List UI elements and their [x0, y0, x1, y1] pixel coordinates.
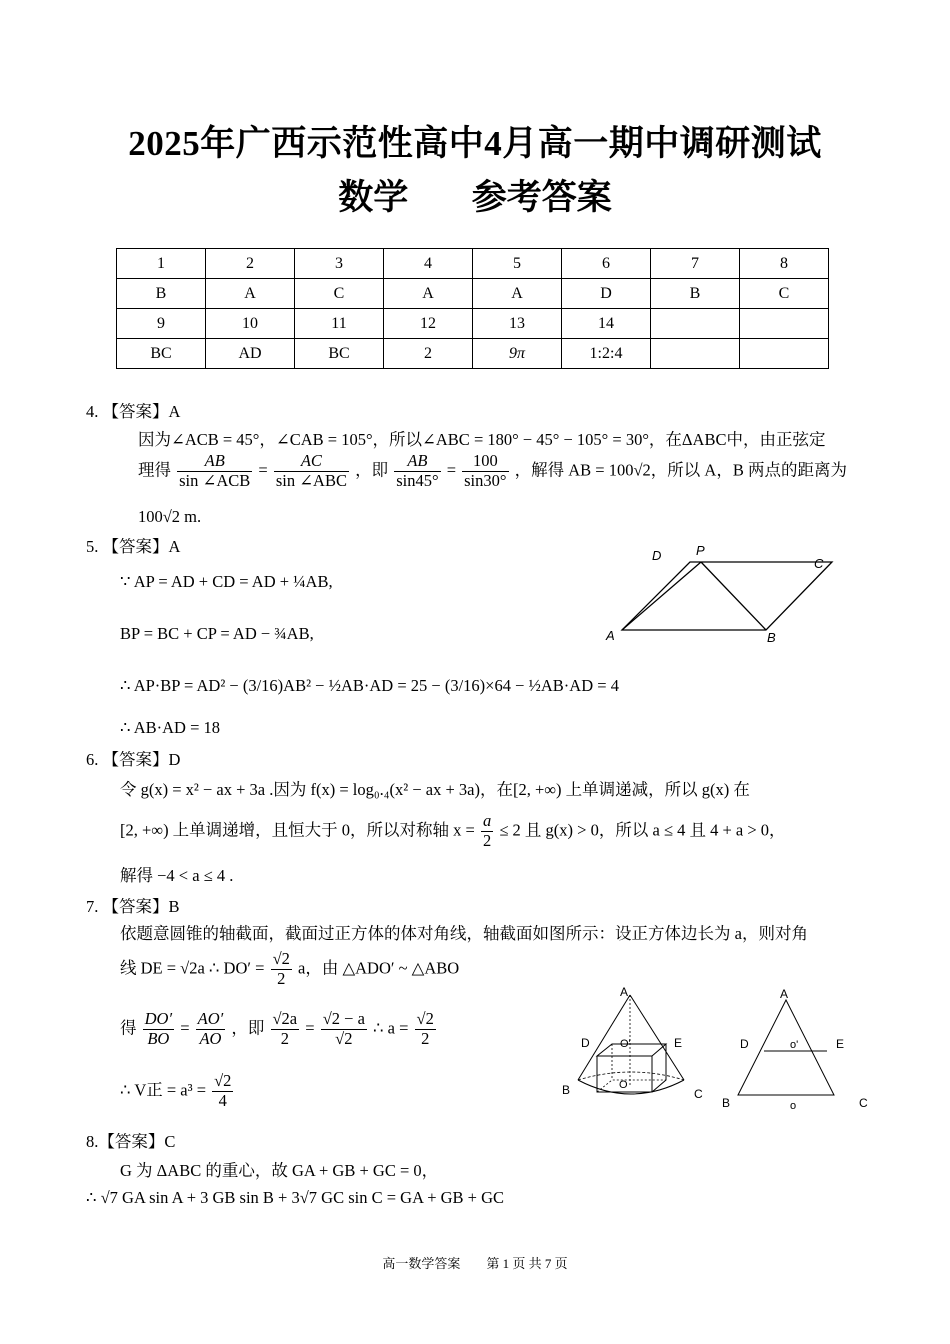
table-cell: 2: [206, 249, 295, 279]
q8-line2: ∴ √7 GA sin A + 3 GB sin B + 3√7 GC sin C = GA + GB + GC: [86, 1188, 505, 1207]
cone-label: E: [674, 1036, 683, 1050]
table-cell: 11: [295, 309, 384, 339]
q7-line3: 得 $\frac{DO'}{BO}$ = $\frac{AO'}{AO}$ ，即 $\frac{√2a}{2}$ = $\frac{√2 - a}{√2}$ ∴ a = $\frac{√2}{2}$: [120, 1009, 434, 1048]
cone-label: B: [562, 1083, 571, 1097]
tri-label: C: [859, 1096, 868, 1110]
cube-top: [597, 1044, 666, 1056]
cube-hidden-edges: [597, 1080, 666, 1092]
table-row: [117, 249, 829, 279]
frac-den: 4: [218, 1090, 227, 1110]
cone-label: O': [620, 1038, 631, 1050]
q8-line1: G 为 ΔABC 的重心，故 GA + GB + GC = 0，: [120, 1161, 439, 1180]
label-d: D: [652, 548, 662, 563]
table-cell: 1:2:4: [562, 339, 651, 369]
frac-den: 2: [483, 830, 492, 850]
table-cell: 1: [117, 249, 206, 279]
q6-text-a: [2, +∞) 上单调递增，且恒大于 0，所以对称轴 x =: [120, 820, 475, 840]
frac-num: DO′: [144, 1009, 173, 1028]
table-cell: 9π: [473, 339, 562, 369]
table-cell: [651, 339, 740, 369]
q4-text-a: 理得: [138, 460, 171, 480]
table-cell: 9: [117, 309, 206, 339]
q5-line4: ∴ AB·AD = 18: [120, 718, 221, 737]
page-title: 2025年广西示范性高中4月高一期中调研测试: [128, 124, 822, 163]
parallelogram-shape: [622, 562, 832, 630]
segment-ap: [622, 562, 701, 630]
table-cell: 3: [295, 249, 384, 279]
q6-text-b: ≤ 2 且 g(x) > 0，所以 a ≤ 4 且 4 + a > 0，: [499, 820, 786, 840]
tri-label: o': [790, 1039, 799, 1051]
cone-label: A: [620, 985, 629, 999]
q8-heading: 8.【答案】C: [86, 1132, 176, 1151]
q7-line2: [120, 950, 459, 989]
table-cell: 2: [384, 339, 473, 369]
table-row: [117, 309, 829, 339]
label-b: B: [767, 630, 776, 645]
q7-fraction: [271, 1010, 300, 1049]
q5-heading: 5. 【答案】A: [86, 537, 181, 556]
table-cell: 12: [384, 309, 473, 339]
table-cell: D: [562, 279, 651, 309]
q7-text-c: 得: [120, 1018, 137, 1038]
frac-num: √2: [272, 949, 290, 968]
q7-heading: 7. 【答案】B: [86, 897, 180, 916]
table-cell: B: [117, 279, 206, 309]
q4-fraction: [394, 452, 440, 491]
cone-label: O: [619, 1079, 628, 1091]
frac-den: sin45°: [396, 470, 439, 490]
tri-label: E: [836, 1037, 845, 1051]
parallelogram-figure: [600, 540, 840, 650]
cube-side: [652, 1044, 666, 1092]
tri-label: o: [790, 1100, 797, 1112]
label-c: C: [814, 556, 824, 571]
q4-heading: 4. 【答案】A: [86, 402, 181, 421]
q7-text-b: a，由 △ADO′ ~ △ABO: [298, 958, 460, 978]
table-cell: A: [384, 279, 473, 309]
frac-den: AO: [199, 1028, 222, 1048]
frac-num: √2a: [272, 1009, 298, 1028]
table-cell: C: [295, 279, 384, 309]
table-cell: 5: [473, 249, 562, 279]
q4-text-b: ，即: [355, 460, 389, 480]
q5-line3: ∴ AP·BP = AD² − (3/16)AB² − ½AB·AD = 25 − (3/16)×64 − ½AB·AD = 4: [120, 676, 619, 695]
q7-line4: [120, 1072, 235, 1111]
q7-text-f: ∴ V正 = a³ =: [120, 1080, 206, 1100]
cone-base-back: [578, 1072, 684, 1080]
frac-den: √2: [335, 1028, 353, 1048]
table-cell: 7: [651, 249, 740, 279]
q4-line2: 理得 $\frac{AB}{\text{sin ∠ACB}}$ = $\frac{AC}{\text{sin ∠ABC}}$ ，即 $\frac{AB}{\sin 45^\circ}$ = $\frac{100}{\sin 30^\circ}$ ，解得 AB = 100√2，所以 A，B 两点的距离为: [138, 451, 847, 490]
frac-num: √2: [416, 1009, 434, 1028]
q6-line2: [120, 812, 786, 851]
axial-section-figure: [716, 980, 881, 1115]
frac-den: 2: [280, 1028, 289, 1048]
q7-fraction: [212, 1072, 233, 1111]
tri-label: B: [722, 1096, 731, 1110]
q7-fraction: [143, 1010, 174, 1049]
q4-fraction: [177, 452, 252, 491]
answer-table: [116, 248, 829, 369]
cone-label: D: [581, 1036, 590, 1050]
table-cell: 8: [740, 249, 829, 279]
frac-num: a: [483, 811, 492, 830]
table-cell: BC: [117, 339, 206, 369]
q7-fraction: [415, 1010, 436, 1049]
frac-num: AB: [394, 452, 440, 472]
table-cell: A: [473, 279, 562, 309]
frac-num: AC: [274, 452, 349, 472]
table-row: [117, 279, 829, 309]
frac-num: AB: [177, 452, 252, 472]
q7-text-a: 线 DE = √2a ∴ DO′ =: [120, 958, 265, 978]
q4-line1: 因为∠ACB = 45°，∠CAB = 105°，所以∠ABC = 180° − 45° − 105° = 30°，在ΔABC中，由正弦定: [138, 430, 826, 449]
table-cell: 10: [206, 309, 295, 339]
subject-label: 数学: [338, 178, 409, 217]
tri-label: D: [740, 1037, 749, 1051]
q5-line1: ∵ AP = AD + CD = AD + ¼AB,: [120, 572, 333, 591]
frac-den: BO: [147, 1028, 170, 1048]
table-cell: 13: [473, 309, 562, 339]
q6-heading: 6. 【答案】D: [86, 750, 181, 769]
q7-fraction: [271, 950, 292, 989]
q4-fraction: [274, 452, 349, 491]
cone-cube-figure: [556, 980, 716, 1110]
frac-num: √2: [214, 1071, 232, 1090]
frac-num: AO′: [197, 1009, 224, 1028]
q7-fraction: [196, 1010, 226, 1049]
table-cell: [651, 309, 740, 339]
triangle-abc: [738, 1000, 834, 1095]
tri-label: A: [780, 987, 789, 1001]
frac-num: √2 − a: [322, 1009, 365, 1028]
label-p: P: [696, 543, 705, 558]
table-cell: BC: [295, 339, 384, 369]
frac-den: sin30°: [464, 470, 507, 490]
segment-bp: [701, 562, 766, 630]
table-cell: [740, 309, 829, 339]
q6-line1: 令 g(x) = x² − ax + 3a .因为 f(x) = log₀.₄(x² − ax + 3a)，在[2, +∞) 上单调递减，所以 g(x) 在: [120, 780, 750, 799]
frac-den: sin ∠ABC: [275, 470, 347, 490]
frac-num: 100: [462, 452, 508, 472]
table-cell: 14: [562, 309, 651, 339]
frac-den: 2: [277, 968, 286, 988]
q7-fraction: [321, 1010, 367, 1049]
table-cell: AD: [206, 339, 295, 369]
frac-den: 2: [421, 1028, 430, 1048]
table-cell: [740, 339, 829, 369]
q7-text-e: ∴ a =: [373, 1018, 409, 1038]
q7-line1: 依题意圆锥的轴截面，截面过正方体的体对角线，轴截面如图所示：设正方体边长为 a，则对角: [120, 924, 808, 943]
cone-label: C: [694, 1087, 703, 1101]
label-a: A: [606, 628, 615, 643]
table-cell: C: [740, 279, 829, 309]
q6-fraction: [481, 812, 493, 851]
page-subtitle: [0, 170, 950, 220]
q6-line3: 解得 −4 < a ≤ 4 .: [120, 866, 234, 885]
q5-line2: BP = BC + CP = AD − ¾AB,: [120, 624, 314, 643]
table-cell: A: [206, 279, 295, 309]
q4-fraction: [462, 452, 508, 491]
q4-line3: 100√2 m.: [138, 507, 202, 526]
table-cell: 4: [384, 249, 473, 279]
frac-den: sin ∠ACB: [179, 470, 251, 490]
table-row: [117, 339, 829, 369]
table-cell: 6: [562, 249, 651, 279]
q7-text-d: ，即: [231, 1018, 265, 1038]
answer-label: 参考答案: [471, 178, 612, 217]
q4-text-c: ，解得 AB = 100√2，所以 A，B 两点的距离为: [514, 460, 847, 480]
table-cell: B: [651, 279, 740, 309]
page-footer: 高一数学答案 第 1 页 共 7 页: [382, 1256, 568, 1271]
